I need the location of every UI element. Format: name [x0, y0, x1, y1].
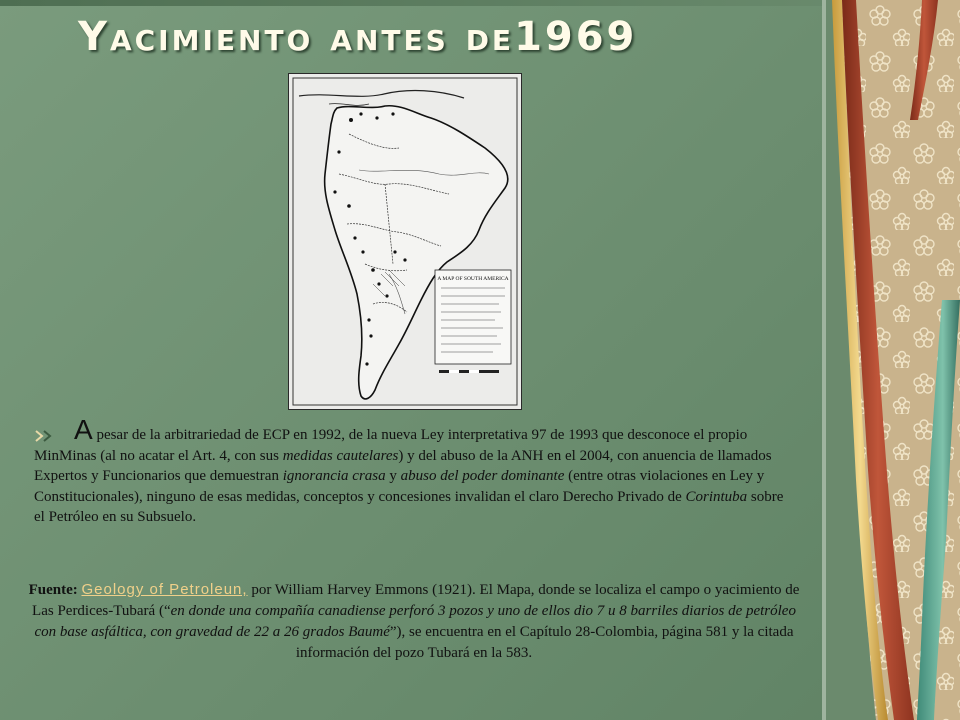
source-text-1: por William Harvey Emmons (1921). El Mapa, donde se localiza el campo o yacimiento de Las Perdices-Tubará (“: [32, 582, 800, 619]
map-legend-title: A MAP OF SOUTH AMERICA: [437, 276, 509, 282]
body-paragraph: [34, 414, 794, 528]
paragraph-emphasis-1: medidas cautelares: [282, 447, 399, 464]
bullet-icon: [34, 429, 58, 443]
paragraph-text-2: ) y del abuso de la ANH en el 2004, con anuencia de llamados Expertos y Funcionarios que demuestran: [34, 447, 772, 484]
paragraph-emphasis-3: abuso del poder dominante: [400, 468, 565, 484]
paragraph-text-5: sobre el Petróleo en su Subsuelo.: [34, 488, 784, 525]
paragraph-emphasis-2: ignorancia crasa: [282, 468, 386, 484]
south-america-map-icon: [289, 74, 521, 409]
dropcap-letter: A: [74, 414, 93, 445]
source-link[interactable]: Geology of Petroleun,: [81, 581, 248, 598]
slide-title: Yacimiento antes de1969: [78, 14, 638, 60]
source-citation: [28, 579, 800, 664]
paragraph-text-1: pesar de la arbitrariedad de ECP en 1992, de la nueva Ley interpretativa 97 de 1993 que desconoce el propio MinMinas (al no acatar el Art. 4, con sus: [34, 427, 748, 464]
paragraph-text-3: y: [385, 468, 401, 484]
source-label: Fuente:: [28, 582, 82, 598]
paragraph-lead: [34, 414, 794, 528]
source-text-2: ”), se encuentra en el Capítulo 28-Colombia, página 581 y la citada información del pozo Tubará en la 583.: [295, 624, 794, 661]
source-quote: en donde una compañía canadiense perforó 3 pozos y uno de ellos dio 7 u 8 barriles diarios de petróleo con base asfáltica, con gravedad de 22 a 26 grados Baumé: [34, 603, 796, 640]
paragraph-emphasis-4: Corintuba: [685, 488, 748, 505]
map-image: [288, 73, 522, 410]
paragraph-text-4: (entre otras violaciones en Ley y Constitucionales), ninguno de esas medidas, conceptos y concesiones invalidan el claro Derecho Privado de: [34, 468, 765, 505]
decorative-border: [822, 0, 960, 720]
